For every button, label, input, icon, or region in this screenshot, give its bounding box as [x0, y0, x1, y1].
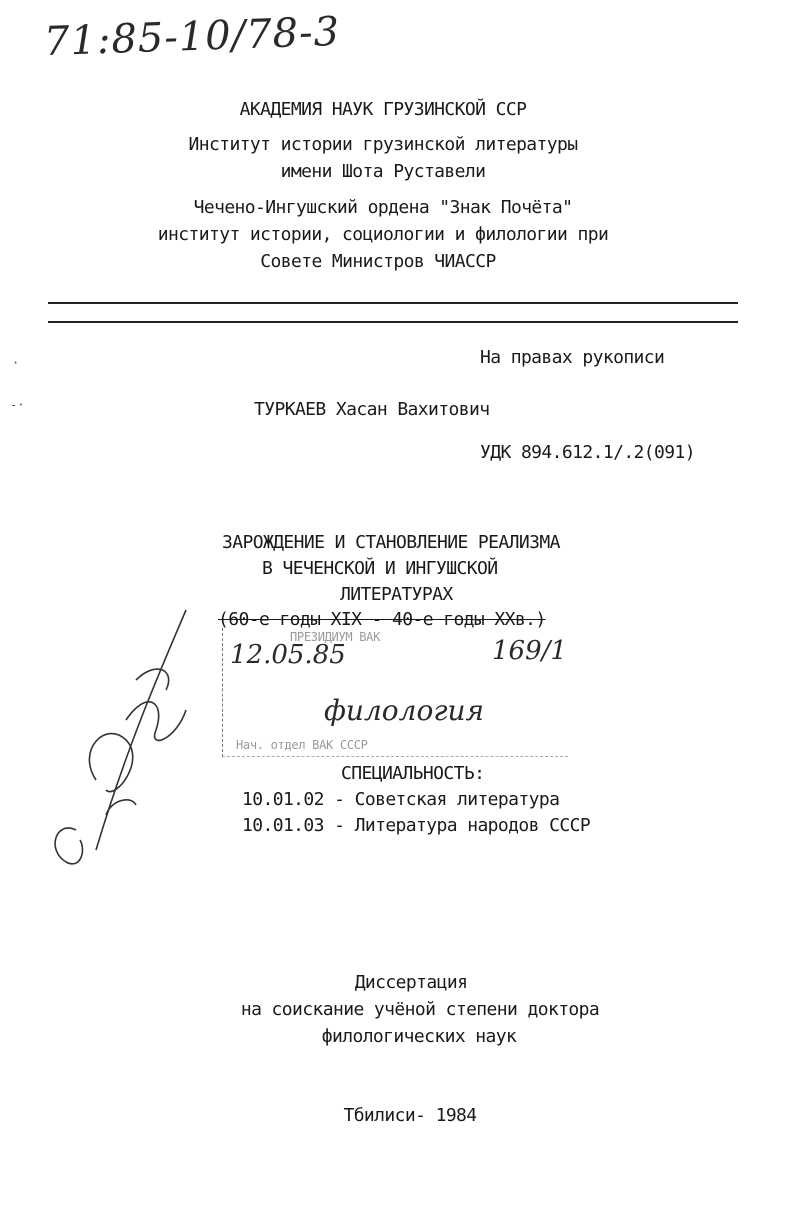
academy-heading: АКАДЕМИЯ НАУК ГРУЗИНСКОЙ ССР: [239, 99, 527, 120]
institute-line-2: имени Шота Руставели: [280, 161, 486, 182]
title-line-2: В ЧЕЧЕНСКОЙ И ИНГУШСКОЙ: [262, 558, 498, 579]
title-line-4: (60-е годы XIX - 40-е годы XXв.): [218, 609, 546, 630]
stamp-faded-line-2: Нач. отдел ВАК СССР: [236, 738, 368, 752]
margin-mark-2: -·: [10, 398, 25, 412]
second-institute-line-3: Совете Министров ЧИАССР: [260, 251, 496, 272]
archive-handwritten-note: 71:85-10/78-3: [43, 8, 341, 66]
specialty-item-2: 10.01.03 - Литература народов СССР: [242, 815, 591, 836]
author-name: ТУРКАЕВ Хасан Вахитович: [254, 399, 490, 420]
place-and-year: Тбилиси- 1984: [343, 1105, 477, 1126]
stamp-date: 12.05.85: [230, 640, 346, 670]
dissertation-line-2: на соискание учёной степени доктора: [240, 999, 600, 1020]
header-rule-top: [48, 302, 738, 304]
specialty-label: СПЕЦИАЛЬНОСТЬ:: [341, 763, 485, 784]
dissertation-line-1: Диссертация: [354, 972, 468, 993]
dissertation-line-3: филологических наук: [321, 1026, 517, 1047]
title-line-1: ЗАРОЖДЕНИЕ И СТАНОВЛЕНИЕ РЕАЛИЗМА: [222, 532, 560, 553]
stamp-faded-line-1: ПРЕЗИДИУМ ВАК: [290, 630, 381, 644]
rights-note: На правах рукописи: [480, 347, 665, 368]
handwritten-signature: [36, 600, 206, 880]
second-institute-line-2: институт истории, социологии и филологии при: [157, 224, 609, 245]
stamp-number: 169/1: [492, 636, 567, 666]
second-institute-line-1: Чечено-Ингушский ордена "Знак Почёта": [193, 197, 573, 218]
margin-mark-1: ·: [12, 356, 20, 370]
udk-code: УДК 894.612.1/.2(091): [480, 442, 695, 463]
header-rule-bottom: [48, 321, 738, 323]
specialty-item-1: 10.01.02 - Советская литература: [242, 789, 560, 810]
title-line-3: ЛИТЕРАТУРАХ: [340, 584, 453, 605]
institute-line-1: Институт истории грузинской литературы: [188, 134, 578, 155]
stamp-handwritten-word: филология: [324, 694, 485, 727]
